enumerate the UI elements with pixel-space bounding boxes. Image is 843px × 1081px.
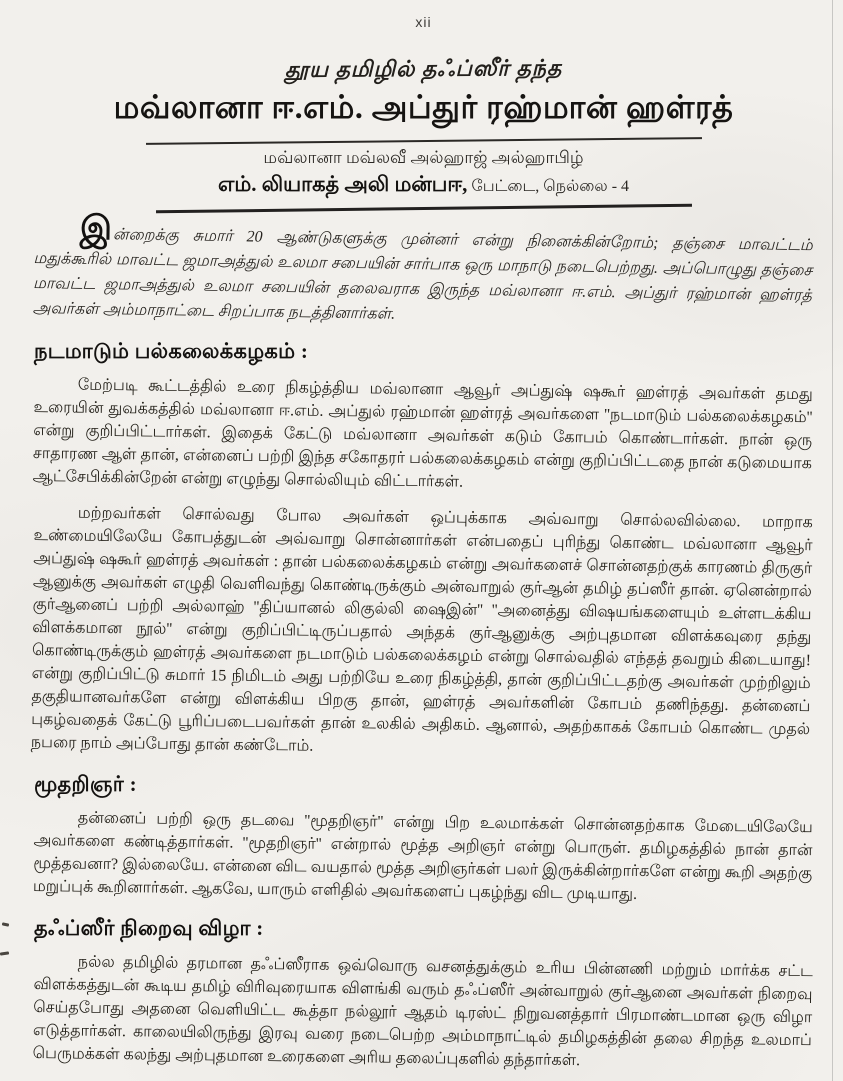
author-name: எம். லியாகத் அலி மன்பஈ, (217, 172, 468, 196)
title-underline-rule (146, 137, 702, 145)
chapter-header (34, 56, 813, 210)
chapter-title: மவ்லானா ஈ.எம். அப்துர் ரஹ்மான் ஹள்ரத் (113, 89, 734, 125)
chapter-tagline: தூய தமிழில் தஃப்ஸீர் தந்த (284, 55, 563, 82)
paragraph: தன்னைப் பற்றி ஒரு தடவை ''மூதறிஞர்'' என்று பிற உலமாக்கள் சொன்னதற்காக மேடையிலேயே அவர்களை கண்டித்தார்கள். ''மூதறிஞர்'' என்றால் மூத்த அறிஞர் என்று பொருள். தமிழகத்தில் நான் தான் மூத்தவனா? இல்லையே. என்னை விட வயதால் மூத்த அறிஞர்கள் பலர் இருக்கின்றார்களே என்று கூறி அதற்கு மறுப்புக் கூறினார்கள். ஆகவே, யாரும் எளிதில் அவர்களைப் புகழ்ந்து விட முடியாது. (32, 809, 813, 903)
section-elder-scholar (32, 772, 813, 903)
section-tafsir-completion-festival (32, 916, 813, 1070)
intro-paragraph (32, 210, 813, 333)
author-place: பேட்டை, நெல்லை - 4 (471, 178, 630, 195)
section-heading: மூதறிஞர் : (34, 772, 137, 796)
intro-text: ன்றைக்கு சுமார் 20 ஆண்டுகளுக்கு முன்னர் என்று நினைக்கின்றோம்; தஞ்சை மாவட்டம் மதுக்கூரில் மாவட்ட ஜமாஅத்துல் உலமா சபையின் சார்பாக ஒரு மாநாடு நடைபெற்றது. அப்பொழுது தஞ்சை மாவட்ட ஜமாஅத்துல் உலமா சபையின் தலைவராக இருந்த மவ்லானா ஈ.எம். அப்துர் ரஹ்மான் ஹள்ரத் அவர்கள் அம்மாநாட்டை சிறப்பாக நடத்தினார்கள். (32, 226, 813, 323)
section-heading: தஃப்ஸீர் நிறைவு விழா : (34, 916, 264, 940)
scan-edge-line (832, 0, 833, 1081)
drop-cap: இ (79, 210, 114, 248)
paragraph: மேற்படி கூட்டத்தில் உரை நிகழ்த்திய மவ்லானா ஆவூர் அப்துஷ் ஷகூர் ஹள்ரத் அவர்கள் தமது உரையின் துவக்கத்தில் மவ்லானா ஈ.எம். அப்துல் ரஹ்மான் ஹள்ரத் அவர்களை ''நடமாடும் பல்கலைக்கழகம்'' என்று குறிப்பிட்டார்கள். இதைக் கேட்டு மவ்லானா அவர்கள் கடும் கோபம் கொண்டார்கள். நான் ஒரு சாதாரண ஆள் தான், என்னைப் பற்றி இந்த சகோதரர் பல்கலைக்கழகம் என்று குறிப்பிட்டதை நான் கடுமையாக ஆட்சேபிக்கின்றேன் என்று எழுந்து சொல்லியும் விட்டார்கள். (32, 376, 813, 491)
header-divider-rule (156, 204, 692, 214)
page-number: xii (415, 14, 432, 30)
paragraph: நல்ல தமிழில் தரமான தஃப்ஸீராக ஒவ்வொரு வசனத்துக்கும் உரிய பின்னணி மற்றும் மார்க்க சட்ட விளக்கத்துடன் கூடிய தமிழ் விரிவுரையாக விளங்கி வரும் தஃப்ஸீர் அன்வாறுல் குர்ஆனை அவர்கள் நிறைவு செய்தபோது அதனை வெளியிட்ட கூத்தா நல்லூர் ஆதம் டிரஸ்ட் நிறுவனத்தார் பிரமாண்டமான ஒரு விழா எடுத்தார்கள். காலையிலிருந்து இரவு வரை நடைபெற்ற அம்மாநாட்டில் தமிழகத்தின் தலை சிறந்த உலமாப் பெருமக்கள் கலந்து அற்புதமான உரைகளை அரிய தலைப்புகளில் தந்தார்கள். (32, 953, 813, 1070)
author-line (34, 172, 813, 199)
section-heading: நடமாடும் பல்கலைக்கழகம் : (34, 339, 309, 363)
section-moving-university (30, 339, 813, 755)
paragraph: மற்றவர்கள் சொல்வது போல அவர்கள் ஒப்புக்காக அவ்வாறு சொல்லவில்லை. மாறாக உண்மையிலேயே கோபத்துடன் அவ்வாறு சொன்னார்கள் என்பதைப் புரிந்து கொண்ட மவ்லானா ஆவூர் அப்துஷ் ஷகூர் ஹள்ரத் அவர்கள் : தான் பல்கலைக்கழகம் என்று அவர்களைச் சொன்னதற்குக் காரணம் திருகுர் ஆனுக்கு அவர்கள் எழுதி வெளிவந்து கொண்டிருக்கும் அன்வாறுல் குர்ஆன் தமிழ் தப்ஸீர் தான். ஏனென்றால் குர்ஆனைப் பற்றி அல்லாஹ் ''திப்யானல் லிகுல்லி ஷைஇன்'' ''அனைத்து விஷயங்களையும் உள்ளடக்கிய விளக்கமான நூல்'' என்று குறிப்பிட்டிருப்பதால் அந்தக் குர்ஆனுக்கு அற்புதமான விளக்கவுரை தந்து கொண்டிருக்கும் ஹள்ரத் அவர்களை நடமாடும் பல்கலைக்கழம் என்று சொல்வதில் எந்தத் தவறும் கிடையாது! என்று குறிப்பிட்டு சுமார் 15 நிமிடம் அது பற்றியே உரை நிகழ்த்தி, தான் குறிப்பிட்டதற்கு அவர்கள் முற்றிலும் தகுதியானவர்களே என்று விளக்கிய பிறகு தான், ஹள்ரத் அவர்களின் கோபம் தணிந்தது. தன்னைப் புகழ்வதைக் கேட்டு பூரிப்படைபவர்கள் தான் உலகில் அதிகம். ஆனால், அதற்காகக் கோபம் கொண்ட முதல் நபரை நாம் அப்போது தான் கண்டோம். (30, 504, 813, 755)
author-honorific: மவ்லானா மவ்லவீ அல்ஹாஜ் அல்ஹாபிழ் (263, 148, 584, 167)
